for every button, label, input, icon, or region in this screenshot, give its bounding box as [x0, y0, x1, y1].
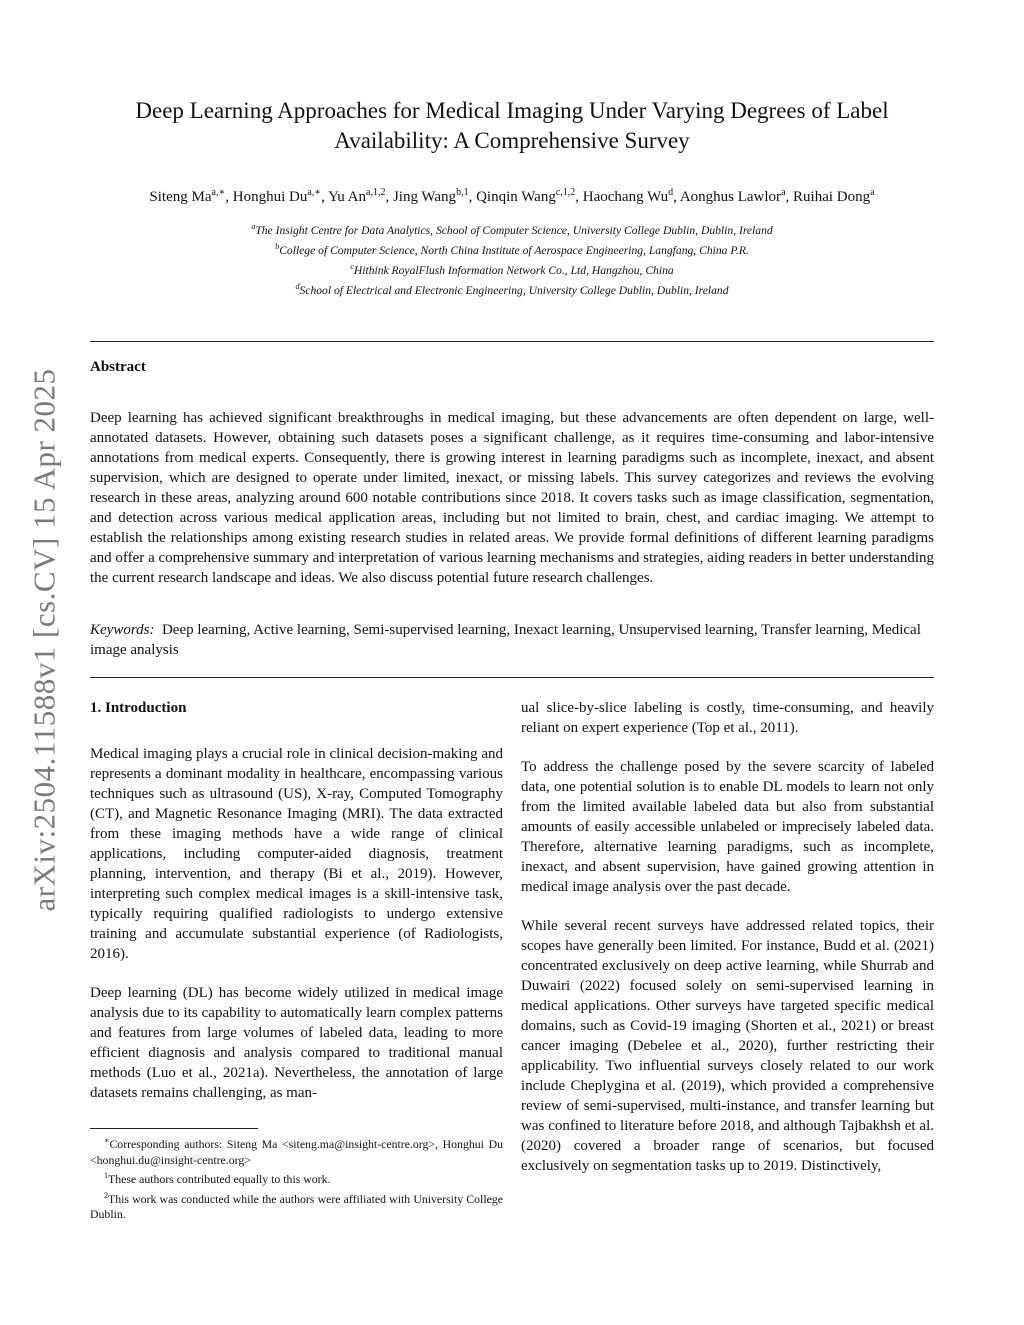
affiliation: $^a$The Insight Centre for Data Analytics, School of Computer Science, University College Dublin, Dublin, Ireland	[251, 222, 773, 237]
author: Jing Wang$^{b,1}$,	[392, 187, 477, 205]
paragraph: Deep learning (DL) has become widely utilized in medical image analysis due to its capability to automatically learn complex patterns and features from large volumes of labeled data, leading to more efficient diagnosis and analysis compared to traditional manual methods (Luo et al., 2021a). Nevertheless, the annotation of large datasets remains challenging, as man-	[90, 985, 503, 1101]
author: Haochang Wu$^d$,	[582, 187, 680, 205]
title-line-2: Availability: A Comprehensive Survey	[334, 128, 690, 153]
footnotes	[90, 1133, 503, 1223]
right-column	[521, 698, 934, 1195]
abstract-text: Deep learning has achieved significant breakthroughs in medical imaging, but these advancements are often dependent on large, well-annotated datasets. However, obtaining such datasets poses a significant challenge, as it requires time-consuming and labor-intensive annotations from medical experts. Consequently, there is growing interest in learning paradigms such as incomplete, inexact, and absent supervision, which are designed to operate under limited, inexact, or missing labels. This survey categorizes and reviews the evolving research in these areas, analyzing around 600 notable contributions since 2018. It covers tasks such as image classification, segmentation, and detection across various medical application areas, including but not limited to brain, chest, and cardiac imaging. We attempt to establish the relationships among existing research studies in related areas. We provide formal definitions of different learning paradigms and offer a comprehensive summary and interpretation of various learning mechanisms and strategies, aiding readers in better understanding the current research landscape and ideas. We also discuss potential future research challenges.	[90, 410, 934, 586]
paragraph: Medical imaging plays a crucial role in clinical decision-making and represents a dominant modality in healthcare, encompassing various techniques such as ultrasound (US), X-ray, Computed Tomography (CT), and Magnetic Resonance Imaging (MRI). The data extracted from these imaging methods have a wide range of clinical applications, including computer-aided diagnosis, treatment planning, intervention, and therapy (Bi et al., 2019). However, interpreting such complex medical images is a skill-intensive task, typically requiring qualified radiologists to undergo extensive training and accumulate substantial experience (of Radiologists, 2016).	[90, 746, 503, 962]
keywords-label: Keywords:	[90, 622, 155, 638]
author: Yu An$^{a,1,2}$,	[328, 187, 393, 205]
section-heading: 1. Introduction	[90, 700, 187, 716]
author: Qinqin Wang$^{c,1,2}$,	[476, 187, 583, 205]
title-line-1: Deep Learning Approaches for Medical Imaging Under Varying Degrees of Label	[135, 98, 889, 123]
keywords-text: Deep learning, Active learning, Semi-supervised learning, Inexact learning, Unsupervised learning, Transfer learning, Medical image analysis	[90, 622, 921, 658]
footnote: ∗Corresponding authors: Siteng Ma <siteng.ma@insight-centre.org>, Honghui Du <honghui.du@insight-centre.org>	[90, 1136, 503, 1167]
keywords	[90, 620, 934, 660]
author: Aonghus Lawlor$^a$,	[679, 187, 794, 205]
top-divider	[90, 341, 934, 342]
paragraph: To address the challenge posed by the severe scarcity of labeled data, one potential solution is to enable DL models to learn not only from the limited available labeled data but also from substantial amounts of easily accessible unlabeled or imprecisely labeled data. Therefore, alternative learning paradigms, such as incomplete, inexact, and absent supervision, have gained growing attention in medical image analysis over the past decade.	[521, 759, 934, 895]
author: Ruihai Dong$^a$	[793, 187, 875, 205]
author-list	[90, 183, 934, 207]
paragraph: While several recent surveys have addressed related topics, their scopes have generally been limited. For instance, Budd et al. (2021) concentrated exclusively on deep active learning, while Shurrab and Duwairi (2022) focused solely on semi-supervised learning in medical applications. Other surveys have targeted specific medical domains, such as Covid-19 imaging (Shorten et al., 2021) or breast cancer imaging (Debelee et al., 2020), further restricting their applicability. Two influential surveys closely related to our work include Cheplygina et al. (2019), which provided a comprehensive review of semi-supervised, multi-instance, and transfer learning but was confined to literature before 2018, and although Tajbakhsh et al. (2020) covered a broader range of scenarios, but focused exclusively on segmentation tasks up to 2019. Distinctively,	[521, 918, 934, 1174]
footnote: $^2$This work was conducted while the authors were affiliated with University College Dublin.	[90, 1190, 503, 1222]
affiliation-list	[90, 219, 934, 298]
paper-title	[90, 96, 934, 156]
arxiv-identifier: arXiv:2504.11588v1 [cs.CV] 15 Apr 2025	[27, 368, 62, 912]
paragraph: ual slice-by-slice labeling is costly, time-consuming, and heavily reliant on expert experience (Top et al., 2011).	[521, 700, 934, 736]
affiliation: $^b$College of Computer Science, North China Institute of Aerospace Engineering, Langfang, China P.R.	[275, 241, 749, 257]
abstract-heading: Abstract	[90, 359, 146, 375]
arxiv-sidebar	[15, 320, 75, 960]
author: Siteng $Ma^{a,∗}$,	[149, 187, 233, 205]
left-column	[90, 698, 503, 1122]
abstract-bottom-divider	[90, 677, 934, 678]
author: Honghui $Du^{a,∗}$,	[232, 187, 329, 205]
footnote: $^1$These authors contributed equally to this work.	[104, 1171, 331, 1187]
affiliation: $^d$School of Electrical and Electronic Engineering, University College Dublin, Dublin, Ireland	[295, 281, 729, 297]
affiliation: $^c$Hithink RoyalFlush Information Network Co., Ltd, Hangzhou, China	[350, 261, 674, 277]
footnote-divider	[90, 1128, 258, 1129]
